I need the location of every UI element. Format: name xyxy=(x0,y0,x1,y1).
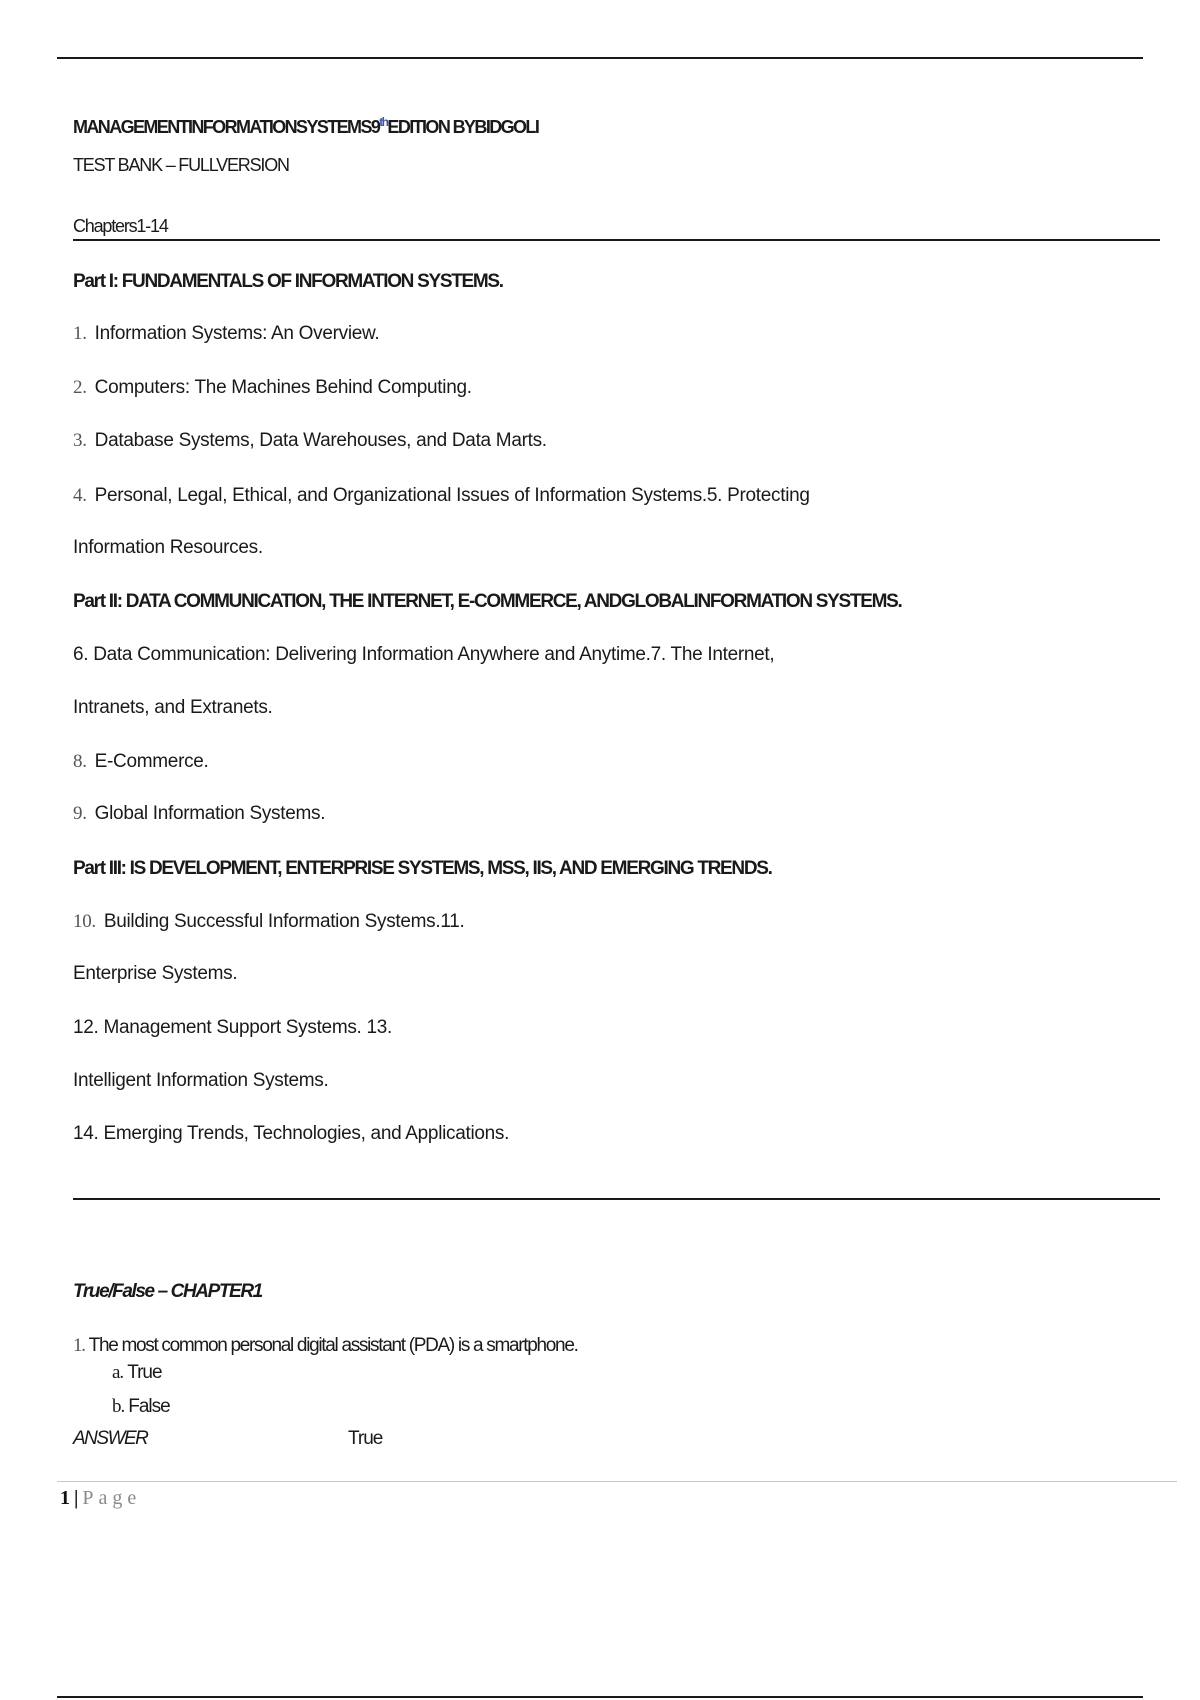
page-separator: | xyxy=(74,1487,79,1509)
part-3-heading: Part III: IS DEVELOPMENT, ENTERPRISE SYSTEMS, MSS, IIS, AND EMERGING TRENDS. xyxy=(73,858,772,879)
answer-value: True xyxy=(348,1428,383,1449)
bottom-rule xyxy=(57,1696,1143,1698)
toc-item-12: 12. Management Support Systems. 13. xyxy=(73,1017,393,1038)
part-1-heading: Part I: FUNDAMENTALS OF INFORMATION SYSTEMS. xyxy=(73,271,503,292)
toc-divider xyxy=(73,1198,1160,1200)
toc-item-10-continued: Enterprise Systems. xyxy=(73,963,238,984)
chapters-range: Chapters1-14 xyxy=(73,216,168,236)
document-subtitle: TEST BANK – FULLVERSION xyxy=(73,155,289,175)
title-superscript: th xyxy=(379,115,388,129)
question-1: 1. The most common personal digital assistant (PDA) is a smartphone. xyxy=(73,1335,578,1356)
toc-item-4-continued: Information Resources. xyxy=(73,537,263,558)
toc-item-3: 3. Database Systems, Data Warehouses, and Data Marts. xyxy=(73,430,547,451)
page-footer xyxy=(60,1487,141,1510)
toc-item-6-continued: Intranets, and Extranets. xyxy=(73,697,273,718)
toc-item-1: 1. Information Systems: An Overview. xyxy=(73,323,380,344)
toc-item-9: 9. Global Information Systems. xyxy=(73,803,326,824)
part-2-heading: Part II: DATA COMMUNICATION, THE INTERNET, E-COMMERCE, ANDGLOBALINFORMATION SYSTEMS. xyxy=(73,591,902,612)
question-1-option-b: b. False xyxy=(112,1396,170,1417)
footer-divider xyxy=(57,1481,1177,1482)
top-rule xyxy=(57,57,1143,59)
toc-item-6: 6. Data Communication: Delivering Information Anywhere and Anytime.7. The Internet, xyxy=(73,644,775,665)
toc-item-8: 8. E-Commerce. xyxy=(73,751,209,772)
header-divider xyxy=(73,239,1160,241)
toc-item-14: 14. Emerging Trends, Technologies, and Applications. xyxy=(73,1123,510,1144)
toc-item-2: 2. Computers: The Machines Behind Computing. xyxy=(73,377,472,398)
toc-item-12-continued: Intelligent Information Systems. xyxy=(73,1070,329,1091)
question-1-option-a: a. True xyxy=(112,1362,162,1383)
section-title: True/False – CHAPTER1 xyxy=(73,1281,262,1302)
page-word: Page xyxy=(82,1487,142,1509)
toc-item-10: 10. Building Successful Information Systems.11. xyxy=(73,911,465,932)
toc-item-4: 4. Personal, Legal, Ethical, and Organizational Issues of Information Systems.5. Protecting xyxy=(73,485,810,506)
document-title: MANAGEMENTINFORMATIONSYSTEMS9thEDITION BYBIDGOLI xyxy=(73,115,539,137)
answer-label: ANSWER xyxy=(73,1428,148,1449)
page-number: 1 xyxy=(60,1487,70,1509)
